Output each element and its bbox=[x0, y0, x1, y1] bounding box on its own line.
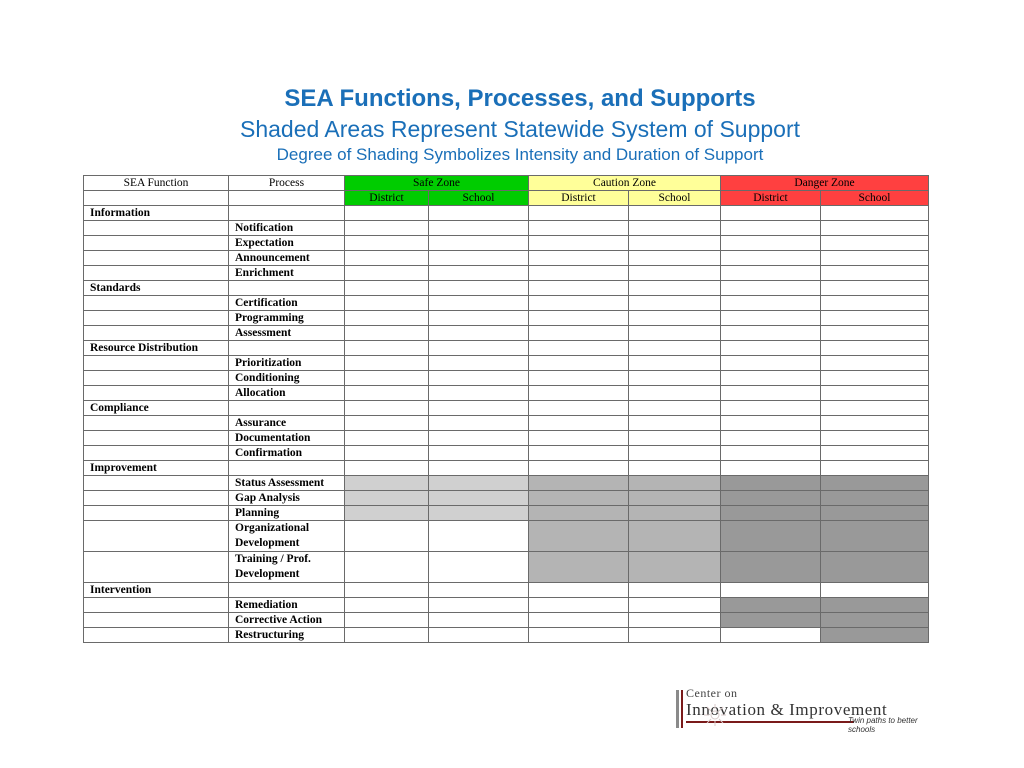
support-cell bbox=[529, 491, 629, 506]
table-row bbox=[84, 206, 929, 221]
support-cell bbox=[721, 628, 821, 643]
sea-function-cell bbox=[84, 416, 229, 431]
sea-function-cell bbox=[84, 476, 229, 491]
support-cell bbox=[629, 491, 721, 506]
process-cell: Programming bbox=[229, 311, 345, 326]
support-cell bbox=[529, 506, 629, 521]
support-cell bbox=[629, 311, 721, 326]
support-cell bbox=[721, 341, 821, 356]
process-cell bbox=[229, 583, 345, 598]
support-cell bbox=[629, 583, 721, 598]
sea-function-cell bbox=[84, 266, 229, 281]
logo-bar-accent bbox=[681, 690, 683, 728]
table-row bbox=[84, 311, 929, 326]
sun-icon bbox=[704, 704, 726, 726]
support-cell bbox=[345, 583, 429, 598]
sea-function-cell bbox=[84, 521, 229, 552]
support-cell bbox=[629, 446, 721, 461]
header-safe-zone: Safe Zone bbox=[345, 176, 529, 191]
table-row bbox=[84, 506, 929, 521]
support-cell bbox=[821, 341, 929, 356]
support-cell bbox=[529, 431, 629, 446]
process-cell: Certification bbox=[229, 296, 345, 311]
support-cell bbox=[429, 386, 529, 401]
support-cell bbox=[345, 416, 429, 431]
table-row bbox=[84, 431, 929, 446]
support-cell bbox=[821, 446, 929, 461]
table-row bbox=[84, 281, 929, 296]
process-cell: Confirmation bbox=[229, 446, 345, 461]
sea-function-cell bbox=[84, 613, 229, 628]
logo-tagline: Twin paths to better schools bbox=[848, 716, 918, 734]
sub-header-danger-district: District bbox=[721, 191, 821, 206]
support-cell bbox=[529, 386, 629, 401]
sea-function-cell bbox=[84, 446, 229, 461]
table-row bbox=[84, 416, 929, 431]
process-cell: Gap Analysis bbox=[229, 491, 345, 506]
support-cell bbox=[529, 221, 629, 236]
sea-function-cell bbox=[84, 221, 229, 236]
support-cell bbox=[821, 598, 929, 613]
support-cell bbox=[529, 476, 629, 491]
sea-function-cell bbox=[84, 311, 229, 326]
support-cell bbox=[821, 206, 929, 221]
process-cell: Allocation bbox=[229, 386, 345, 401]
support-cell bbox=[721, 356, 821, 371]
support-cell bbox=[345, 206, 429, 221]
support-cell bbox=[821, 326, 929, 341]
process-cell: Restructuring bbox=[229, 628, 345, 643]
support-cell bbox=[721, 401, 821, 416]
support-cell bbox=[529, 583, 629, 598]
support-cell bbox=[345, 386, 429, 401]
support-cell bbox=[429, 371, 529, 386]
table-row bbox=[84, 221, 929, 236]
sea-function-cell bbox=[84, 326, 229, 341]
process-cell: Remediation bbox=[229, 598, 345, 613]
process-cell: Status Assessment bbox=[229, 476, 345, 491]
support-cell bbox=[529, 266, 629, 281]
support-cell bbox=[721, 598, 821, 613]
sea-function-cell: Resource Distribution bbox=[84, 341, 229, 356]
logo-line-2: Innovation & Improvement bbox=[686, 700, 888, 719]
support-cell bbox=[721, 506, 821, 521]
support-cell bbox=[629, 552, 721, 583]
table-row bbox=[84, 296, 929, 311]
process-cell bbox=[229, 281, 345, 296]
support-cell bbox=[629, 628, 721, 643]
support-cell bbox=[345, 613, 429, 628]
support-cell bbox=[429, 251, 529, 266]
support-cell bbox=[821, 583, 929, 598]
support-cell bbox=[345, 431, 429, 446]
table-row bbox=[84, 401, 929, 416]
process-cell: Assessment bbox=[229, 326, 345, 341]
support-cell bbox=[529, 311, 629, 326]
support-cell bbox=[345, 356, 429, 371]
support-cell bbox=[629, 281, 721, 296]
support-cell bbox=[345, 266, 429, 281]
support-cell bbox=[345, 628, 429, 643]
support-cell bbox=[821, 416, 929, 431]
process-cell: Corrective Action bbox=[229, 613, 345, 628]
support-cell bbox=[629, 506, 721, 521]
support-cell bbox=[721, 613, 821, 628]
support-cell bbox=[629, 296, 721, 311]
support-cell bbox=[629, 461, 721, 476]
process-cell: Planning bbox=[229, 506, 345, 521]
support-cell bbox=[429, 221, 529, 236]
process-cell: Conditioning bbox=[229, 371, 345, 386]
support-cell bbox=[345, 296, 429, 311]
support-cell bbox=[721, 446, 821, 461]
table-row bbox=[84, 356, 929, 371]
support-cell bbox=[429, 461, 529, 476]
table-row bbox=[84, 446, 929, 461]
support-cell bbox=[345, 311, 429, 326]
support-cell bbox=[529, 628, 629, 643]
process-cell: Training / Prof. Development bbox=[229, 552, 345, 583]
sub-header-row bbox=[84, 191, 929, 206]
support-cell bbox=[721, 236, 821, 251]
support-cell bbox=[429, 598, 529, 613]
table-row bbox=[84, 371, 929, 386]
sea-function-cell bbox=[84, 506, 229, 521]
table-row bbox=[84, 628, 929, 643]
process-cell bbox=[229, 461, 345, 476]
support-cell bbox=[429, 491, 529, 506]
process-cell: Expectation bbox=[229, 236, 345, 251]
page-title: SEA Functions, Processes, and Supports bbox=[284, 85, 756, 112]
support-cell bbox=[629, 326, 721, 341]
support-cell bbox=[721, 371, 821, 386]
table-row bbox=[84, 613, 929, 628]
support-cell bbox=[721, 206, 821, 221]
support-matrix-table bbox=[83, 175, 929, 643]
support-cell bbox=[345, 281, 429, 296]
table-row bbox=[84, 236, 929, 251]
support-cell bbox=[529, 416, 629, 431]
sea-function-cell bbox=[84, 491, 229, 506]
header-process: Process bbox=[229, 176, 345, 191]
sea-function-cell bbox=[84, 552, 229, 583]
support-cell bbox=[629, 431, 721, 446]
support-cell bbox=[429, 431, 529, 446]
support-cell bbox=[529, 401, 629, 416]
support-cell bbox=[529, 341, 629, 356]
support-cell bbox=[629, 221, 721, 236]
table-row bbox=[84, 341, 929, 356]
support-cell bbox=[821, 251, 929, 266]
sea-function-cell: Intervention bbox=[84, 583, 229, 598]
support-cell bbox=[429, 476, 529, 491]
support-cell bbox=[429, 583, 529, 598]
support-cell bbox=[821, 491, 929, 506]
support-cell bbox=[721, 431, 821, 446]
sea-function-cell bbox=[84, 371, 229, 386]
support-cell bbox=[629, 236, 721, 251]
sea-function-cell bbox=[84, 356, 229, 371]
support-cell bbox=[821, 628, 929, 643]
support-cell bbox=[721, 281, 821, 296]
process-cell: Documentation bbox=[229, 431, 345, 446]
support-cell bbox=[629, 416, 721, 431]
support-cell bbox=[629, 356, 721, 371]
center-on-innovation-logo bbox=[676, 686, 946, 736]
support-cell bbox=[629, 386, 721, 401]
support-cell bbox=[345, 446, 429, 461]
page-caption: Degree of Shading Symbolizes Intensity and Duration of Support bbox=[276, 145, 764, 164]
support-cell bbox=[821, 552, 929, 583]
support-cell bbox=[345, 476, 429, 491]
support-cell bbox=[821, 506, 929, 521]
support-cell bbox=[821, 296, 929, 311]
support-cell bbox=[429, 296, 529, 311]
support-cell bbox=[345, 371, 429, 386]
table-row bbox=[84, 552, 929, 583]
table-row bbox=[84, 476, 929, 491]
support-cell bbox=[721, 552, 821, 583]
support-cell bbox=[345, 461, 429, 476]
support-cell bbox=[821, 521, 929, 552]
sea-function-cell bbox=[84, 598, 229, 613]
support-cell bbox=[345, 221, 429, 236]
table-row bbox=[84, 598, 929, 613]
process-cell: Organizational Development bbox=[229, 521, 345, 552]
support-cell bbox=[821, 356, 929, 371]
support-cell bbox=[429, 613, 529, 628]
logo-line-1: Center on bbox=[686, 686, 738, 700]
title-block bbox=[0, 84, 1024, 166]
support-cell bbox=[721, 583, 821, 598]
process-cell: Enrichment bbox=[229, 266, 345, 281]
header-sea-function: SEA Function bbox=[84, 176, 229, 191]
matrix-body bbox=[84, 206, 929, 643]
table-row bbox=[84, 386, 929, 401]
sea-function-cell: Improvement bbox=[84, 461, 229, 476]
support-cell bbox=[529, 446, 629, 461]
support-cell bbox=[721, 491, 821, 506]
support-cell bbox=[345, 552, 429, 583]
table-row bbox=[84, 521, 929, 552]
support-cell bbox=[529, 281, 629, 296]
support-cell bbox=[529, 326, 629, 341]
support-cell bbox=[345, 491, 429, 506]
support-cell bbox=[429, 341, 529, 356]
support-cell bbox=[821, 221, 929, 236]
support-cell bbox=[429, 416, 529, 431]
support-cell bbox=[429, 281, 529, 296]
support-cell bbox=[721, 521, 821, 552]
support-cell bbox=[629, 251, 721, 266]
table-row bbox=[84, 461, 929, 476]
support-cell bbox=[721, 251, 821, 266]
process-cell bbox=[229, 206, 345, 221]
sea-function-cell bbox=[84, 251, 229, 266]
header-danger-zone: Danger Zone bbox=[721, 176, 929, 191]
process-cell: Prioritization bbox=[229, 356, 345, 371]
support-cell bbox=[721, 386, 821, 401]
support-cell bbox=[629, 476, 721, 491]
support-cell bbox=[629, 266, 721, 281]
support-cell bbox=[429, 326, 529, 341]
support-cell bbox=[345, 521, 429, 552]
process-cell: Assurance bbox=[229, 416, 345, 431]
support-cell bbox=[629, 598, 721, 613]
support-cell bbox=[629, 371, 721, 386]
support-cell bbox=[529, 598, 629, 613]
sub-header-blank bbox=[84, 191, 229, 206]
sea-function-cell bbox=[84, 236, 229, 251]
sea-function-cell: Standards bbox=[84, 281, 229, 296]
support-cell bbox=[821, 431, 929, 446]
sub-header-blank bbox=[229, 191, 345, 206]
support-cell bbox=[821, 386, 929, 401]
support-cell bbox=[529, 251, 629, 266]
support-cell bbox=[345, 401, 429, 416]
process-cell: Announcement bbox=[229, 251, 345, 266]
support-cell bbox=[345, 236, 429, 251]
sub-header-caution-school: School bbox=[629, 191, 721, 206]
support-cell bbox=[429, 506, 529, 521]
support-cell bbox=[529, 296, 629, 311]
support-cell bbox=[721, 266, 821, 281]
support-cell bbox=[821, 401, 929, 416]
support-cell bbox=[345, 598, 429, 613]
process-cell bbox=[229, 401, 345, 416]
support-cell bbox=[821, 281, 929, 296]
support-cell bbox=[429, 206, 529, 221]
support-cell bbox=[429, 446, 529, 461]
support-cell bbox=[529, 371, 629, 386]
sub-header-danger-school: School bbox=[821, 191, 929, 206]
support-cell bbox=[345, 341, 429, 356]
support-cell bbox=[529, 356, 629, 371]
support-cell bbox=[429, 521, 529, 552]
support-cell bbox=[429, 552, 529, 583]
process-cell: Notification bbox=[229, 221, 345, 236]
sub-header-safe-school: School bbox=[429, 191, 529, 206]
support-cell bbox=[529, 206, 629, 221]
zone-header-row bbox=[84, 176, 929, 191]
table-row bbox=[84, 251, 929, 266]
support-cell bbox=[821, 311, 929, 326]
table-row bbox=[84, 266, 929, 281]
support-cell bbox=[429, 311, 529, 326]
support-cell bbox=[721, 416, 821, 431]
support-cell bbox=[529, 461, 629, 476]
support-cell bbox=[721, 221, 821, 236]
support-cell bbox=[821, 461, 929, 476]
support-cell bbox=[629, 521, 721, 552]
support-cell bbox=[345, 506, 429, 521]
support-cell bbox=[629, 206, 721, 221]
support-cell bbox=[345, 251, 429, 266]
table-row bbox=[84, 583, 929, 598]
sea-function-cell bbox=[84, 628, 229, 643]
support-cell bbox=[721, 326, 821, 341]
support-cell bbox=[629, 613, 721, 628]
sub-header-caution-district: District bbox=[529, 191, 629, 206]
support-cell bbox=[821, 236, 929, 251]
support-cell bbox=[821, 476, 929, 491]
support-cell bbox=[529, 521, 629, 552]
page-subtitle: Shaded Areas Represent Statewide System of Support bbox=[240, 116, 800, 142]
support-cell bbox=[721, 296, 821, 311]
support-cell bbox=[429, 356, 529, 371]
sea-function-cell: Compliance bbox=[84, 401, 229, 416]
support-cell bbox=[629, 341, 721, 356]
support-cell bbox=[429, 236, 529, 251]
header-caution-zone: Caution Zone bbox=[529, 176, 721, 191]
process-cell bbox=[229, 341, 345, 356]
sea-function-cell bbox=[84, 296, 229, 311]
table-row bbox=[84, 491, 929, 506]
support-cell bbox=[721, 476, 821, 491]
support-cell bbox=[345, 326, 429, 341]
support-cell bbox=[429, 266, 529, 281]
support-cell bbox=[429, 628, 529, 643]
sea-function-cell: Information bbox=[84, 206, 229, 221]
support-cell bbox=[529, 552, 629, 583]
support-cell bbox=[429, 401, 529, 416]
support-cell bbox=[821, 371, 929, 386]
support-cell bbox=[821, 613, 929, 628]
support-cell bbox=[529, 236, 629, 251]
sea-function-cell bbox=[84, 431, 229, 446]
sub-header-safe-district: District bbox=[345, 191, 429, 206]
table-row bbox=[84, 326, 929, 341]
support-cell bbox=[821, 266, 929, 281]
support-cell bbox=[529, 613, 629, 628]
support-cell bbox=[721, 461, 821, 476]
support-cell bbox=[629, 401, 721, 416]
logo-bar bbox=[676, 690, 679, 728]
support-cell bbox=[721, 311, 821, 326]
sea-function-cell bbox=[84, 386, 229, 401]
